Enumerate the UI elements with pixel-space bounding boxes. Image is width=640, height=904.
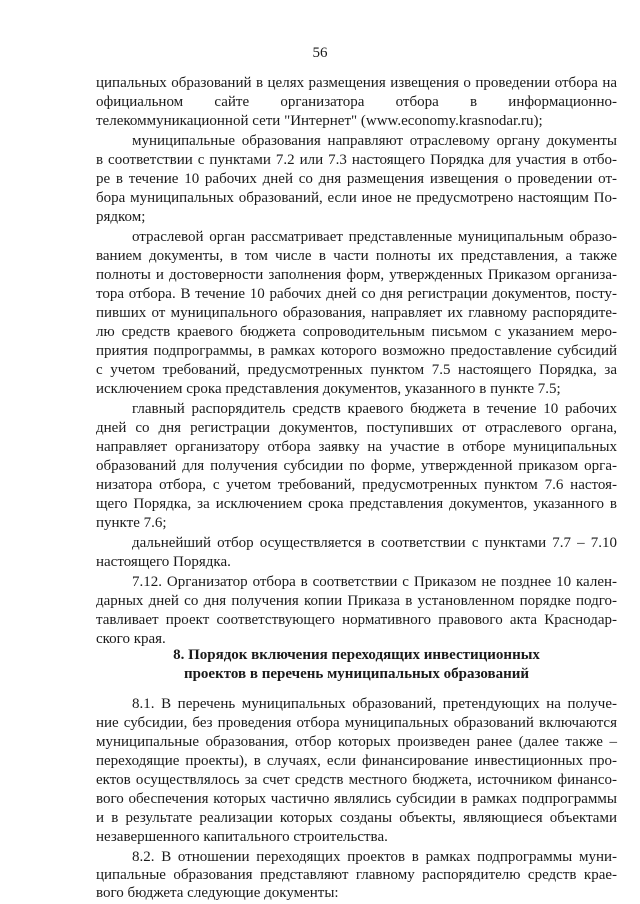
text-line: ципальных образований в целях размещения извещения о проведении отбора на — [96, 75, 617, 91]
text-line: вого обеспечения которых частично являлись субсидии в рамках подпрограммы — [96, 791, 617, 807]
text-line: дней со дня регистрации документов, поступивших от отраслевого органа, — [96, 420, 617, 436]
text-line: тавливает проект соответствующего нормативного правового акта Краснодар- — [96, 612, 617, 628]
text-line: переходящие проекты), в случаях, если финансирование инвестиционных про- — [96, 753, 617, 769]
text-line: лю средств краевого бюджета сопроводительным письмом с указанием меро- — [96, 324, 617, 340]
text-line: пункте 7.6; — [96, 515, 167, 531]
text-line: ского края. — [96, 631, 166, 647]
text-line: 7.12. Организатор отбора в соответствии с Приказом не позднее 10 кален- — [132, 574, 617, 590]
text-line: главный распорядитель средств краевого бюджета в течение 10 рабочих — [132, 401, 617, 417]
section-heading-line-2: проектов в перечень муниципальных образований — [183, 666, 530, 682]
text-line: бора муниципальных образований, если иное не предусмотрено настоящим По- — [96, 190, 617, 206]
text-line: образований для получения субсидии по форме, утвержденной приказом орга- — [96, 458, 617, 474]
text-line: ванием документы, в том числе в части полноты их представления, а также — [96, 248, 617, 264]
text-line: телекоммуникационной сети "Интернет" (www.economy.krasnodar.ru); — [96, 113, 543, 129]
text-line: исключением срока представления документов, указанного в пункте 7.5; — [96, 381, 561, 397]
text-line: приятия подпрограммы, в рамках которого возможно предоставление субсидий — [96, 343, 617, 359]
text-line: и в результате реализации которых созданы объекты, являющиеся объектами — [96, 810, 617, 826]
text-line: настоящего Порядка. — [96, 554, 231, 570]
text-line: отраслевой орган рассматривает представленные муниципальным образо- — [132, 229, 617, 245]
text-line: 8.1. В перечень муниципальных образований, претендующих на получе- — [132, 696, 617, 712]
text-line: пивших от муниципального образования, направляет их главному распорядите- — [96, 305, 617, 321]
text-line: муниципальные образования, отбор которых произведен ранее (далее также – — [96, 734, 617, 750]
text-line: 8.2. В отношении переходящих проектов в рамках подпрограммы муни- — [132, 849, 617, 865]
text-line: щего Порядка, за исключением срока представления документов, указанного в — [96, 496, 617, 512]
text-line: ектов осуществлялось за счет средств местного бюджета, источником финансо- — [96, 772, 617, 788]
text-line: официальном сайте организатора отбора в информационно- — [96, 94, 617, 110]
text-line: направляет организатору отбора заявку на участие в отборе муниципальных — [96, 439, 617, 455]
text-line: дарных дней со дня получения копии Приказа в установленном порядке подго- — [96, 593, 617, 609]
text-line: дальнейший отбор осуществляется в соответствии с пунктами 7.7 – 7.10 — [132, 535, 617, 551]
text-line: низатора отбора, с учетом требований, предусмотренных пунктом 7.6 настоя- — [96, 477, 617, 493]
text-line: с учетом требований, предусмотренных пунктом 7.5 настоящего Порядка, за — [96, 362, 617, 378]
text-line: ципальные образования представляют главному распорядителю средств крае- — [96, 867, 617, 883]
text-line: ре в течение 10 рабочих дней со дня размещения извещения о проведении от- — [96, 171, 617, 187]
text-line: муниципальные образования направляют отраслевому органу документы — [132, 133, 617, 149]
section-heading-line-1: 8. Порядок включения переходящих инвестиционных — [173, 647, 540, 663]
text-line: в соответствии с пунктами 7.2 или 7.3 настоящего Порядка для участия в отбо- — [96, 152, 617, 168]
text-line: вого бюджета следующие документы: — [96, 885, 339, 901]
text-line: полноты и достоверности заполнения форм, утвержденных Приказом организа- — [96, 267, 617, 283]
text-line: ние субсидии, без проведения отбора муниципальных образований включаются — [96, 715, 617, 731]
text-line: рядком; — [96, 209, 146, 225]
text-line: тора отбора. В течение 10 рабочих дней со дня регистрации документов, посту- — [96, 286, 617, 302]
page-number: 56 — [312, 45, 328, 61]
text-line: незавершенного капитального строительства. — [96, 829, 388, 845]
